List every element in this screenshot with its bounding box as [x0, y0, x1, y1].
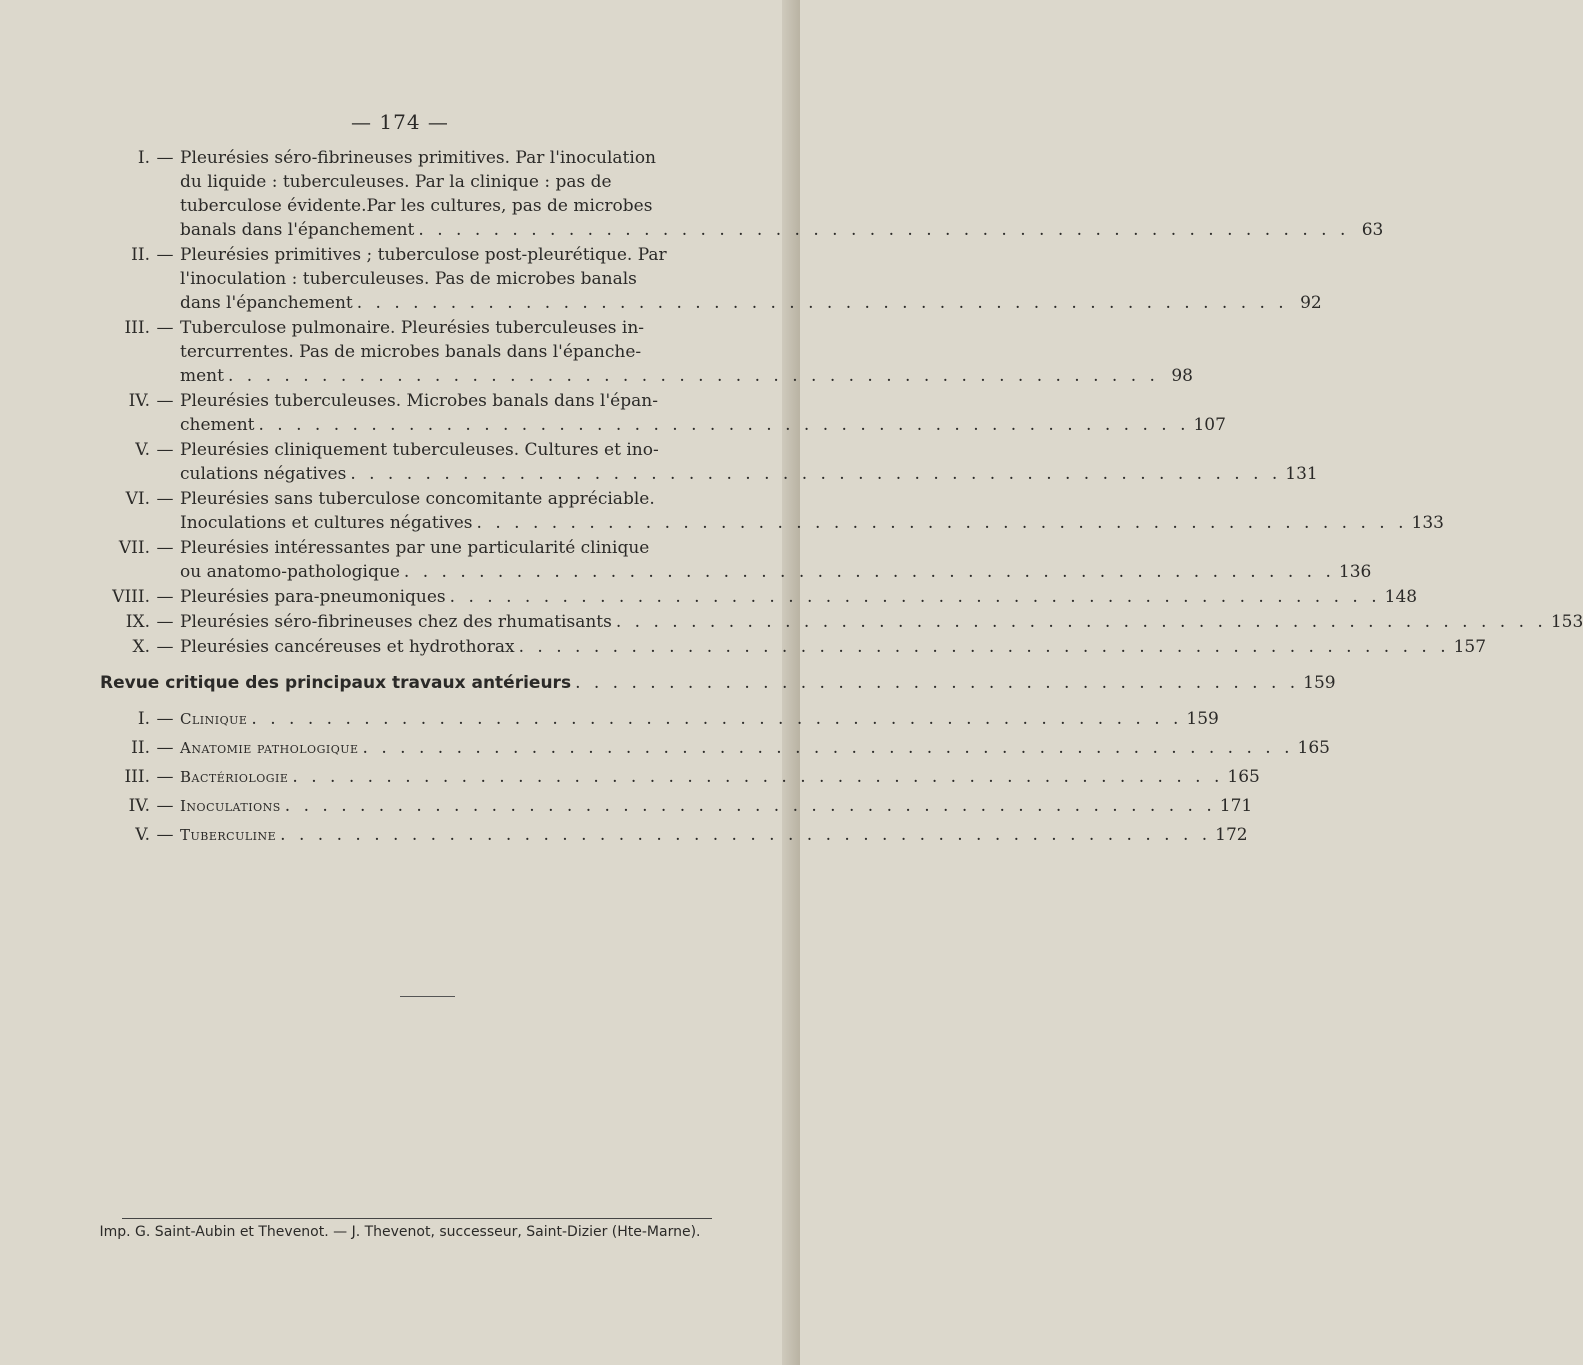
entry-last-line: chement	[180, 415, 255, 435]
entry-last-line: banals dans l'épanchement	[180, 220, 415, 240]
entry-text	[180, 146, 1383, 242]
entry-number: VIII.	[112, 587, 150, 607]
imprint-line: Imp. G. Saint-Aubin et Thevenot. — J. Thevenot, successeur, Saint-Dizier (Hte-Marne).	[99, 1224, 701, 1240]
entry-dash: —	[156, 148, 174, 168]
toc-entry	[100, 389, 1226, 437]
entry-line: Pleurésies intéressantes par une particularité clinique	[180, 538, 650, 558]
entry-number: III.	[124, 767, 150, 787]
entry-number: II.	[131, 738, 150, 758]
entry-line: Pleurésies sans tuberculose concomitante appréciable.	[180, 489, 655, 509]
entry-text	[180, 487, 1442, 535]
sub-entry-title: Anatomie pathologique	[180, 739, 359, 757]
entry-last-line: Inoculations et cultures négatives	[180, 513, 473, 533]
entry-last-line: Pleurésies para-pneumoniques	[180, 587, 446, 607]
entry-dash: —	[156, 738, 174, 758]
entry-page: 157	[1453, 637, 1487, 657]
separator-rule	[400, 996, 455, 997]
entry-dash: —	[156, 612, 174, 632]
entry-dash: —	[156, 440, 174, 460]
toc-entry	[100, 146, 1384, 242]
entry-line: Pleurésies primitives ; tuberculose post-pleurétique. Par	[180, 245, 667, 265]
entry-number: I.	[137, 709, 150, 729]
entry-text	[180, 765, 1260, 789]
entry-line: Tuberculose pulmonaire. Pleurésies tuberculeuses in-	[180, 318, 645, 338]
entry-dash: —	[156, 318, 174, 338]
section-page: 159	[1303, 673, 1336, 693]
toc-entry	[100, 316, 1193, 388]
sub-entries-list	[100, 707, 1330, 847]
toc-entry	[100, 635, 1487, 659]
dot-leader	[575, 671, 1299, 695]
dot-leader	[404, 560, 1335, 584]
entry-dash: —	[156, 587, 174, 607]
entry-text	[180, 736, 1328, 760]
entry-number: V.	[135, 825, 150, 845]
dot-leader	[228, 364, 1159, 388]
entry-last-line: dans l'épanchement	[180, 293, 353, 313]
dot-leader	[350, 462, 1281, 486]
table-of-contents	[100, 146, 1583, 852]
entry-number: IV.	[128, 796, 150, 816]
entry-page: 107	[1193, 415, 1226, 435]
toc-entry	[100, 487, 1444, 535]
entry-page: 63	[1361, 220, 1384, 240]
entry-line: tuberculose évidente.Par les cultures, pas de microbes	[180, 196, 653, 216]
entry-last-line: Pleurésies cancéreuses et hydrothorax	[180, 637, 515, 657]
entry-number: II.	[131, 245, 150, 265]
entry-line: Pleurésies séro-fibrineuses primitives. Par l'inoculation	[180, 148, 656, 168]
dot-leader	[616, 610, 1547, 634]
entry-number: III.	[124, 318, 150, 338]
toc-sub-entry	[100, 765, 1260, 789]
entry-text	[180, 794, 1253, 818]
toc-entry	[100, 536, 1372, 584]
page-number: — 174 —	[351, 110, 449, 134]
entry-dash: —	[156, 825, 174, 845]
toc-entry	[100, 438, 1318, 486]
entry-text	[180, 438, 1318, 486]
entry-text	[180, 389, 1226, 437]
section-title: Revue critique des principaux travaux antérieurs	[100, 673, 572, 693]
entry-last-line: ment	[180, 366, 224, 386]
entry-line: Pleurésies cliniquement tuberculeuses. Cultures et ino-	[180, 440, 659, 460]
toc-sub-entry	[100, 794, 1253, 818]
entry-text	[180, 536, 1372, 584]
dot-leader	[251, 707, 1182, 731]
entry-number: IX.	[125, 612, 150, 632]
entry-page: 136	[1338, 562, 1372, 582]
entry-dash: —	[156, 489, 174, 509]
entry-text	[180, 316, 1193, 388]
dot-leader	[363, 736, 1294, 760]
entry-page: 153	[1550, 612, 1583, 632]
entries-list	[100, 146, 1583, 659]
dot-leader	[477, 511, 1408, 535]
entry-line: l'inoculation : tuberculeuses. Pas de microbes banals	[180, 269, 637, 289]
entry-number: I.	[137, 148, 150, 168]
entry-line: tercurrentes. Pas de microbes banals dans l'épanche-	[180, 342, 642, 362]
dot-leader	[280, 823, 1211, 847]
section-heading	[100, 671, 1336, 695]
entry-line: Pleurésies tuberculeuses. Microbes banals dans l'épan-	[180, 391, 658, 411]
sub-entry-title: Bactériologie	[180, 768, 289, 786]
entry-page: 171	[1219, 796, 1253, 816]
dot-leader	[357, 291, 1288, 315]
entry-dash: —	[156, 538, 174, 558]
dot-leader	[259, 413, 1190, 437]
entry-number: V.	[135, 440, 150, 460]
entry-text	[180, 635, 1487, 659]
toc-sub-entry	[100, 707, 1219, 731]
entry-number: IV.	[128, 391, 150, 411]
entry-dash: —	[156, 796, 174, 816]
entry-text	[180, 585, 1418, 609]
entry-last-line: ou anatomo-pathologique	[180, 562, 400, 582]
dot-leader	[418, 218, 1349, 242]
toc-entry	[100, 243, 1322, 315]
entry-page: 165	[1297, 738, 1330, 758]
entry-dash: —	[156, 245, 174, 265]
entry-number: VII.	[118, 538, 150, 558]
entry-last-line: Pleurésies séro-fibrineuses chez des rhumatisants	[180, 612, 612, 632]
entry-text	[180, 823, 1248, 847]
entry-number: VI.	[125, 489, 150, 509]
entry-dash: —	[156, 767, 174, 787]
entry-number: X.	[132, 637, 150, 657]
entry-page: 133	[1411, 513, 1444, 533]
dot-leader	[450, 585, 1381, 609]
toc-sub-entry	[100, 823, 1248, 847]
entry-page: 165	[1227, 767, 1260, 787]
dot-leader	[285, 794, 1216, 818]
sub-entry-title: Clinique	[180, 710, 248, 728]
entry-page: 172	[1215, 825, 1248, 845]
entry-last-line: culations négatives	[180, 464, 347, 484]
dot-leader	[292, 765, 1223, 789]
toc-entry	[100, 585, 1418, 609]
entry-line: du liquide : tuberculeuses. Par la clinique : pas de	[180, 172, 612, 192]
entry-page: 131	[1285, 464, 1318, 484]
entry-dash: —	[156, 391, 174, 411]
sub-entry-title: Inoculations	[180, 797, 281, 815]
entry-dash: —	[156, 709, 174, 729]
entry-page: 98	[1171, 366, 1193, 386]
entry-dash: —	[156, 637, 174, 657]
entry-page: 92	[1300, 293, 1322, 313]
entry-page: 148	[1384, 587, 1418, 607]
imprint-rule	[122, 1218, 712, 1219]
entry-text	[180, 707, 1219, 731]
entry-text	[180, 610, 1581, 634]
toc-entry	[100, 610, 1583, 634]
sub-entry-title: Tuberculine	[180, 826, 277, 844]
dot-leader	[519, 635, 1450, 659]
entry-text	[180, 243, 1322, 315]
toc-sub-entry	[100, 736, 1330, 760]
entry-page: 159	[1186, 709, 1219, 729]
